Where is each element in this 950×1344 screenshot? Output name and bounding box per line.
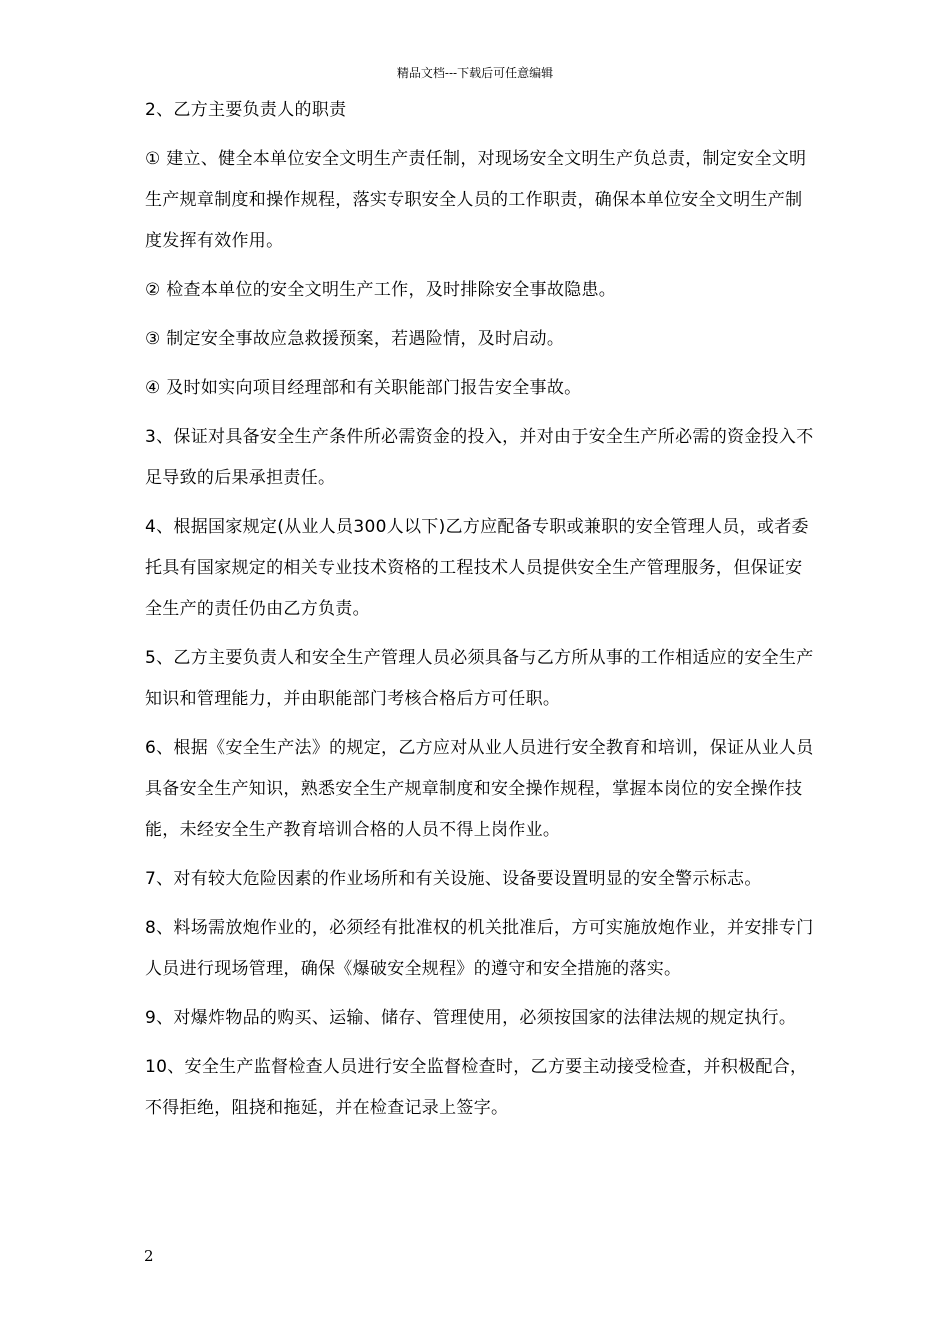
paragraph-item-3: ③ 制定安全事故应急救援预案，若遇险情，及时启动。 [145, 329, 565, 349]
paragraph-section-7: 7、对有较大危险因素的作业场所和有关设施、设备要设置明显的安全警示标志。 [145, 869, 762, 889]
paragraph-section-9: 9、对爆炸物品的购买、运输、储存、管理使用，必须按国家的法律法规的规定执行。 [145, 1008, 797, 1028]
paragraph-item-1: ① 建立、健全本单位安全文明生产责任制，对现场安全文明生产负总责，制定安全文明生产规章制度和操作规程，落实专职安全人员的工作职责，确保本单位安全文明生产制度发挥有效作用。 [145, 149, 807, 251]
page-header: 精品文档---下载后可任意编辑 [396, 66, 554, 80]
paragraph-section-8: 8、料场需放炮作业的，必须经有批准权的机关批准后，方可实施放炮作业，并安排专门人员进行现场管理，确保《爆破安全规程》的遵守和安全措施的落实。 [145, 918, 814, 979]
paragraph-section-6: 6、根据《安全生产法》的规定，乙方应对从业人员进行安全教育和培训，保证从业人员具备安全生产知识，熟悉安全生产规章制度和安全操作规程，掌握本岗位的安全操作技能，未经安全生产教育培训合格的人员不得上岗作业。 [145, 738, 814, 840]
paragraph-section-2-heading: 2、乙方主要负责人的职责 [145, 100, 347, 120]
paragraph-section-5: 5、乙方主要负责人和安全生产管理人员必须具备与乙方所从事的工作相适应的安全生产知识和管理能力，并由职能部门考核合格后方可任职。 [145, 648, 814, 709]
paragraph-section-3: 3、保证对具备安全生产条件所必需资金的投入，并对由于安全生产所必需的资金投入不足导致的后果承担责任。 [145, 427, 814, 488]
paragraph-item-4: ④ 及时如实向项目经理部和有关职能部门报告安全事故。 [145, 378, 582, 398]
paragraph-item-2: ② 检查本单位的安全文明生产工作，及时排除安全事故隐患。 [145, 280, 617, 300]
document-body [145, 90, 815, 1137]
paragraph-section-4: 4、根据国家规定(从业人员300人以下)乙方应配备专职或兼职的安全管理人员，或者委托具有国家规定的相关专业技术资格的工程技术人员提供安全生产管理服务，但保证安全生产的责任仍由乙方负责。 [145, 517, 809, 619]
paragraph-section-10: 10、安全生产监督检查人员进行安全监督检查时，乙方要主动接受检查，并积极配合，不得拒绝，阻挠和拖延，并在检查记录上签字。 [145, 1057, 808, 1118]
page-number: 2 [144, 1247, 154, 1265]
